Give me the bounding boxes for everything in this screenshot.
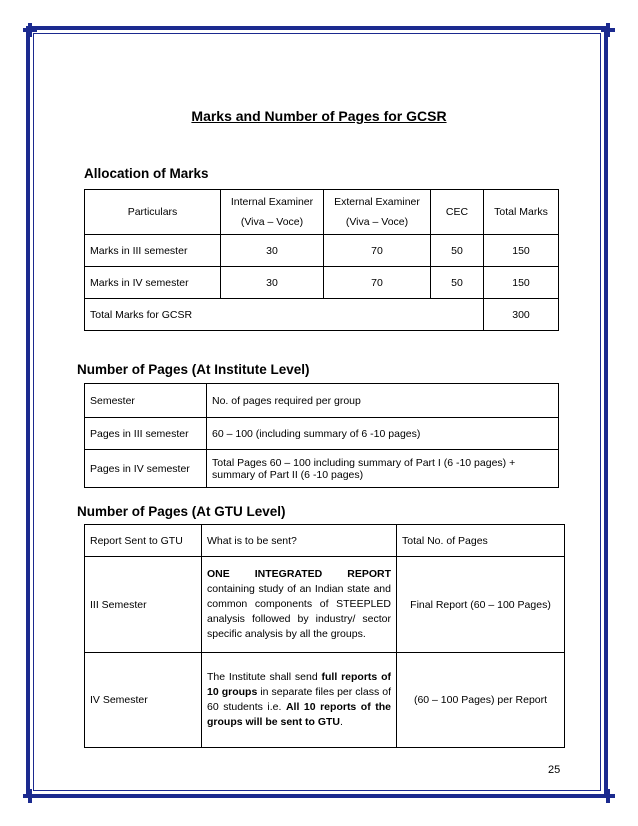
cell-cec: 50 — [431, 267, 484, 299]
page-number: 25 — [548, 764, 561, 776]
header-report-sent: Report Sent to GTU — [85, 525, 202, 557]
header-semester: Semester — [85, 384, 207, 418]
row-report: III Semester — [85, 557, 202, 653]
allocation-table — [84, 189, 559, 331]
row-semester: Pages in IV semester — [85, 450, 207, 488]
table-row — [85, 235, 559, 267]
header-particulars: Particulars — [85, 190, 221, 235]
table-row — [85, 653, 565, 748]
cell-internal: 30 — [221, 235, 324, 267]
table-header-row — [85, 384, 559, 418]
table-row — [85, 267, 559, 299]
allocation-heading: Allocation of Marks — [84, 166, 209, 181]
table-row — [85, 557, 565, 653]
cell-total: 150 — [484, 267, 559, 299]
total-label: Total Marks for GCSR — [85, 299, 484, 331]
row-semester: Pages in III semester — [85, 418, 207, 450]
row-what: The Institute shall send full reports of 10 groups in separate files per class of 60 students i.e. All 10 reports of the groups will be sent to GTU. — [202, 653, 397, 748]
table-row-total — [85, 299, 559, 331]
header-internal-examiner: Internal Examiner (Viva – Voce) — [221, 190, 324, 235]
corner-ornament-icon — [601, 23, 615, 37]
row-what: ONE INTEGRATED REPORT containing study of an Indian state and common components of STEEPLED analysis followed by industry/ sector specific analysis by all the groups. — [202, 557, 397, 653]
row-report: IV Semester — [85, 653, 202, 748]
header-cec: CEC — [431, 190, 484, 235]
row-label: Marks in IV semester — [85, 267, 221, 299]
row-pages: Total Pages 60 – 100 including summary of Part I (6 -10 pages) + summary of Part II (6 -10 pages) — [207, 450, 559, 488]
header-total-pages: Total No. of Pages — [397, 525, 565, 557]
header-pages: No. of pages required per group — [207, 384, 559, 418]
corner-ornament-icon — [23, 789, 37, 803]
table-row — [85, 418, 559, 450]
table-row — [85, 450, 559, 488]
row-total: (60 – 100 Pages) per Report — [397, 653, 565, 748]
cell-total: 150 — [484, 235, 559, 267]
corner-ornament-icon — [601, 789, 615, 803]
header-total-marks: Total Marks — [484, 190, 559, 235]
cell-external: 70 — [324, 235, 431, 267]
table-header-row — [85, 525, 565, 557]
row-label: Marks in III semester — [85, 235, 221, 267]
corner-ornament-icon — [23, 23, 37, 37]
institute-pages-table — [84, 383, 559, 488]
row-pages: 60 – 100 (including summary of 6 -10 pages) — [207, 418, 559, 450]
row-total: Final Report (60 – 100 Pages) — [397, 557, 565, 653]
total-value: 300 — [484, 299, 559, 331]
header-what-to-send: What is to be sent? — [202, 525, 397, 557]
cell-external: 70 — [324, 267, 431, 299]
table-header-row — [85, 190, 559, 235]
header-external-examiner: External Examiner (Viva – Voce) — [324, 190, 431, 235]
page-title: Marks and Number of Pages for GCSR — [191, 108, 447, 124]
cell-cec: 50 — [431, 235, 484, 267]
gtu-pages-heading: Number of Pages (At GTU Level) — [77, 504, 286, 519]
gtu-pages-table — [84, 524, 565, 748]
institute-pages-heading: Number of Pages (At Institute Level) — [77, 362, 310, 377]
cell-internal: 30 — [221, 267, 324, 299]
